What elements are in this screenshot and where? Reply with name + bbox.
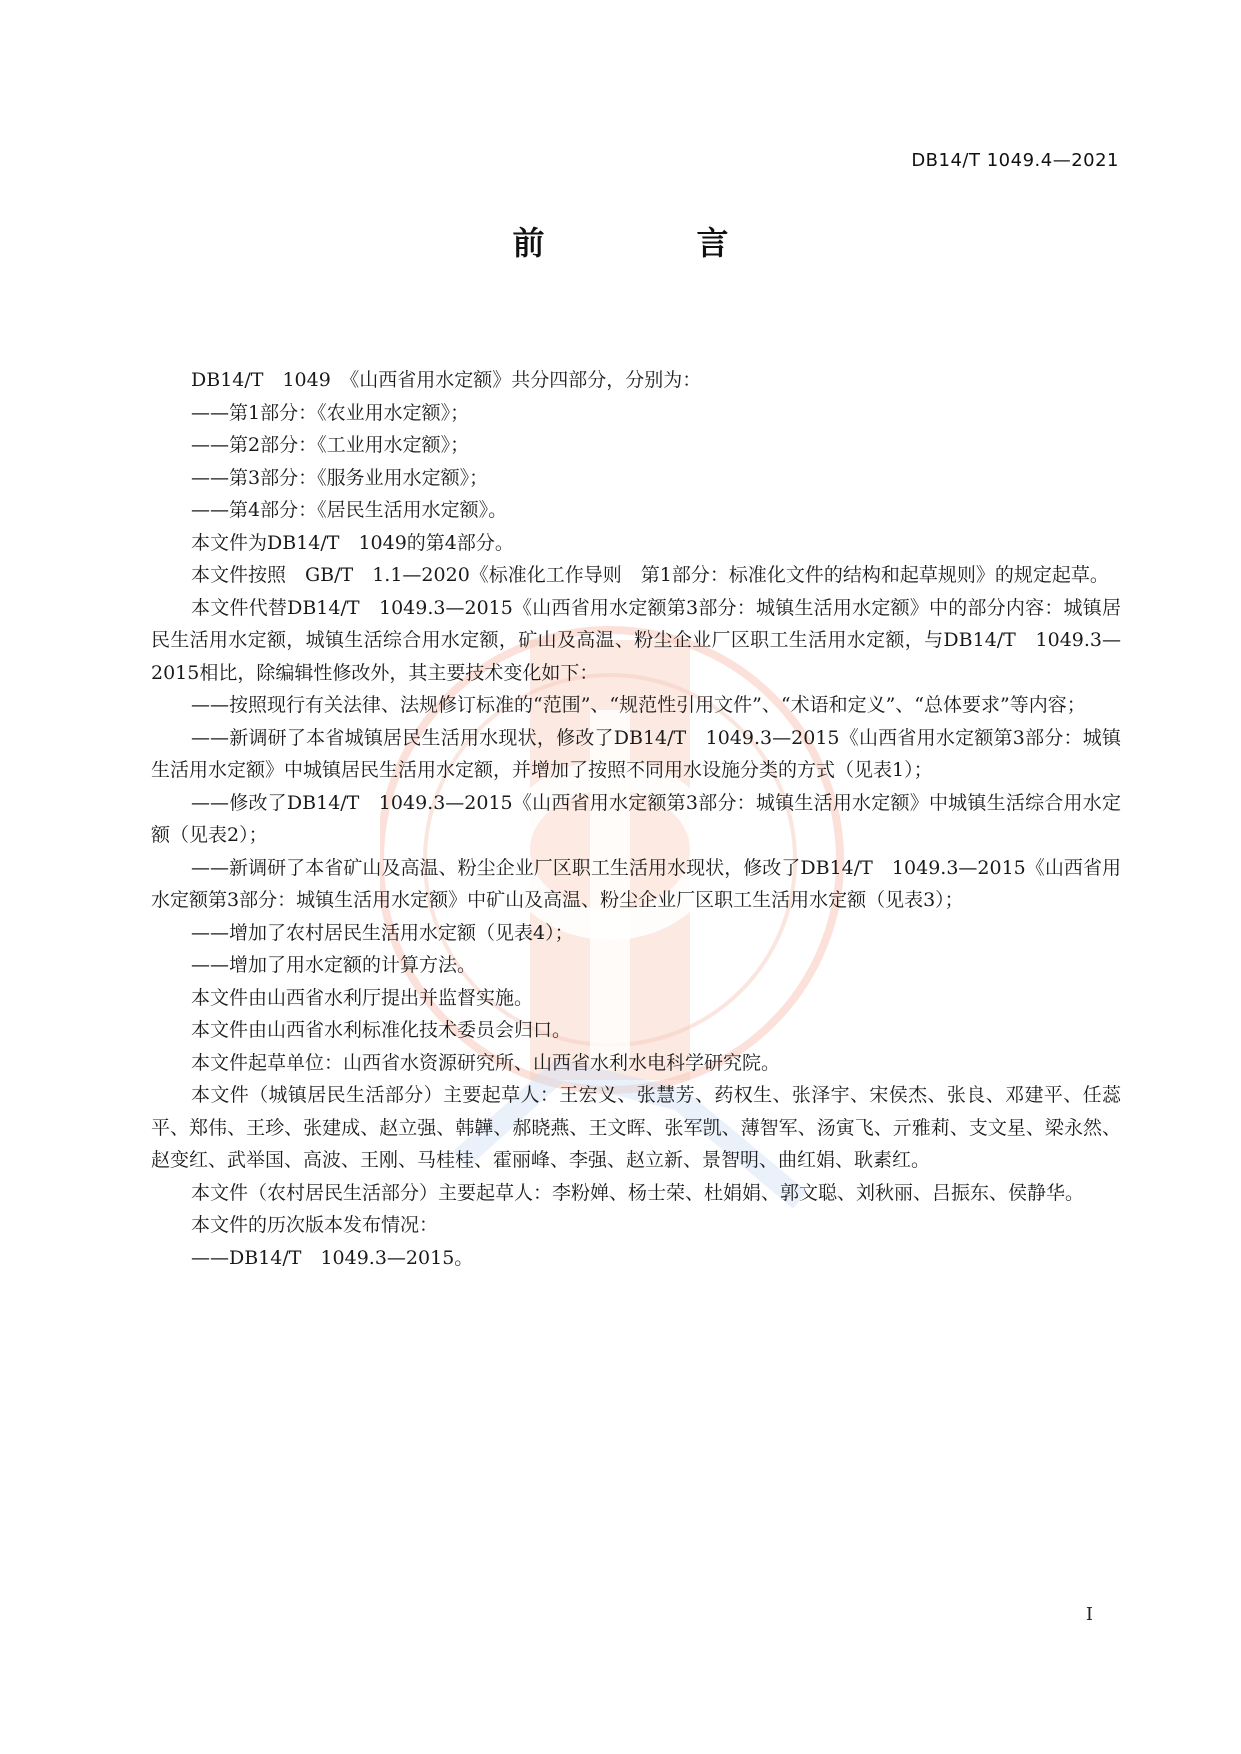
paragraph: 本文件的历次版本发布情况： xyxy=(191,1214,439,1236)
paragraph: ——DB14/T 1049.3—2015。 xyxy=(191,1246,474,1269)
paragraph: ——第1部分：《农业用水定额》； xyxy=(191,401,470,424)
preface-body xyxy=(151,364,1121,1274)
paragraph: ——新调研了本省城镇居民生活用水现状，修改了DB14/T 1049.3—2015《山西省用水定额第3部分：城镇生活用水定额》中城镇居民生活用水定额，并增加了按照不同用水设施分类的方式（见表1）； xyxy=(151,726,1121,781)
paragraph: 本文件代替DB14/T 1049.3—2015《山西省用水定额第3部分：城镇生活用水定额》中的部分内容：城镇居民生活用水定额，城镇生活综合用水定额，矿山及高温、粉尘企业厂区职工生活用水定额，与DB14/T 1049.3—2015相比，除编辑性修改外，其主要技术变化如下： xyxy=(151,596,1121,684)
document-code: DB14/T 1049.4—2021 xyxy=(911,150,1119,171)
paragraph: 本文件（农村居民生活部分）主要起草人：李粉婵、杨士荣、杜娟娟、郭文聪、刘秋丽、吕振东、侯静华。 xyxy=(191,1181,1085,1204)
paragraph: DB14/T 1049 《山西省用水定额》共分四部分，分别为： xyxy=(191,369,702,391)
paragraph: 本文件按照 GB/T 1.1—2020《标准化工作导则 第1部分：标准化文件的结构和起草规则》的规定起草。 xyxy=(191,564,1109,586)
paragraph: 本文件由山西省水利厅提出并监督实施。 xyxy=(191,986,534,1009)
paragraph: 本文件为DB14/T 1049的第4部分。 xyxy=(191,531,514,554)
paragraph: ——第4部分：《居民生活用水定额》。 xyxy=(191,499,508,521)
paragraph: ——修改了DB14/T 1049.3—2015《山西省用水定额第3部分：城镇生活用水定额》中城镇生活综合用水定额（见表2）； xyxy=(151,791,1121,846)
paragraph: ——按照现行有关法律、法规修订标准的“范围”、“规范性引用文件”、“术语和定义”、“总体要求”等内容； xyxy=(191,694,1086,716)
page-number: I xyxy=(1085,1604,1093,1625)
page-title: 前 言 xyxy=(512,224,789,262)
paragraph: 本文件（城镇居民生活部分）主要起草人：王宏义、张慧芳、药权生、张泽宇、宋侯杰、张良、邓建平、任蕊平、郑伟、王珍、张建成、赵立强、韩韡、郝晓燕、王文晖、张军凯、薄智军、汤寅飞、亓雅莉、支文星、梁永然、赵变红、武举国、高波、王刚、马桂桂、霍丽峰、李强、赵立新、景智明、曲红娟、耿素红。 xyxy=(151,1084,1121,1171)
paragraph: ——新调研了本省矿山及高温、粉尘企业厂区职工生活用水现状，修改了DB14/T 1049.3—2015《山西省用水定额第3部分：城镇生活用水定额》中矿山及高温、粉尘企业厂区职工生活用水定额（见表3）； xyxy=(151,856,1121,911)
paragraph: ——增加了农村居民生活用水定额（见表4）； xyxy=(191,921,574,944)
paragraph: ——第3部分：《服务业用水定额》； xyxy=(191,466,489,489)
paragraph: 本文件由山西省水利标准化技术委员会归口。 xyxy=(191,1019,572,1041)
paragraph: ——第2部分：《工业用水定额》； xyxy=(191,434,470,456)
paragraph: 本文件起草单位：山西省水资源研究所、山西省水利水电科学研究院。 xyxy=(191,1051,781,1074)
paragraph: ——增加了用水定额的计算方法。 xyxy=(191,954,477,976)
